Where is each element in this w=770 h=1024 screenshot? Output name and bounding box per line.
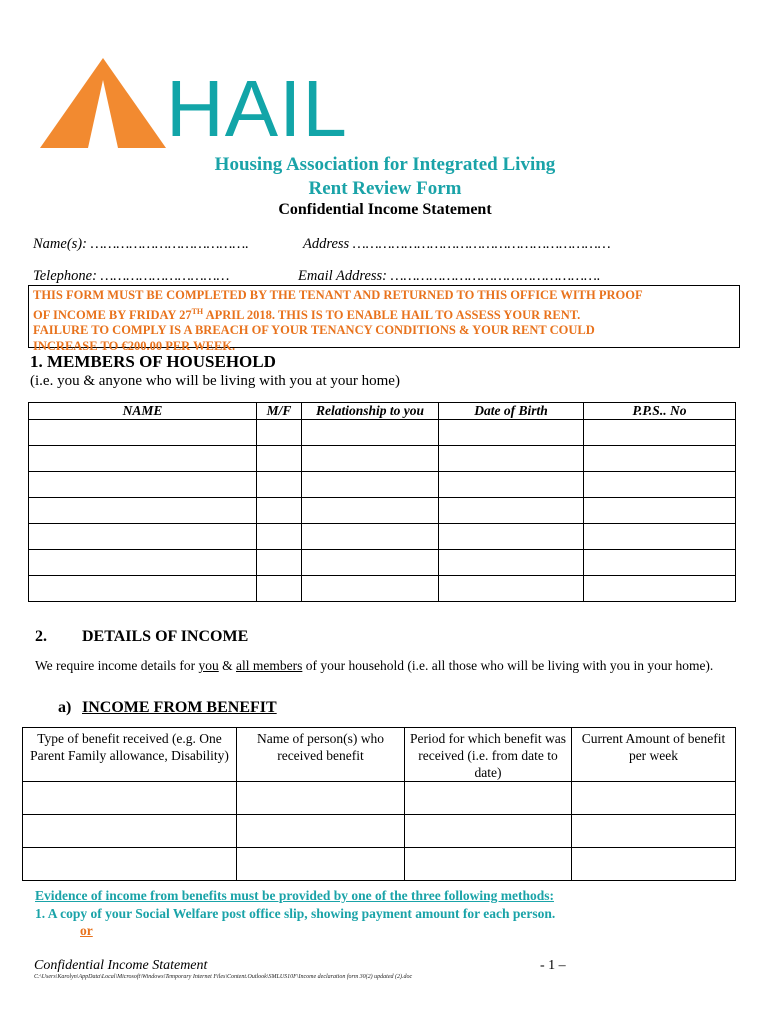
table-row[interactable] [23,848,736,881]
household-header-row [29,403,736,420]
evidence-heading: Evidence of income from benefits must be provided by one of the three following methods: [35,888,554,903]
warning-line-3: FAILURE TO COMPLY IS A BREACH OF YOUR TENANCY CONDITIONS & YOUR RENT COULD [33,323,595,338]
col-person-name: Name of person(s) who received benefit [237,728,405,782]
household-table [28,402,736,602]
table-row[interactable] [29,472,736,498]
benefit-header-row [23,728,736,782]
warning-line-2a: OF INCOME BY FRIDAY 27 [33,307,192,322]
file-path: C:\Users\Karolyn\AppData\Local\Microsoft\Windows\Temporary Internet Files\Content.Outlook\SMLUS10F\Income declaration form 30(2) updated (2).doc [34,974,413,980]
col-mf: M/F [257,403,302,420]
warning-box [28,285,740,353]
table-row[interactable] [23,815,736,848]
address-field[interactable]: Address …………………………………………………… [303,236,611,252]
para-all-members: all members [236,658,303,673]
warning-sup: TH [191,306,204,316]
section2a-title: INCOME FROM BENEFIT [82,699,277,716]
section2-title: DETAILS OF INCOME [82,628,249,645]
section1-title: 1. MEMBERS OF HOUSEHOLD [30,352,276,371]
col-dob: Date of Birth [439,403,584,420]
section1-subtitle: (i.e. you & anyone who will be living with you at your home) [30,373,400,389]
section2-number: 2. [35,628,47,645]
col-benefit-type: Type of benefit received (e.g. One Parent Family allowance, Disability) [23,728,237,782]
benefit-table [22,727,736,881]
evidence-or: or [80,923,93,938]
table-row[interactable] [29,420,736,446]
para-you: you [198,658,219,673]
section2-paragraph [35,657,715,674]
footer-title: Confidential Income Statement [34,958,208,973]
page-number: - 1 – [540,958,566,973]
col-period: Period for which benefit was received (i.e. from date to date) [405,728,572,782]
table-row[interactable] [29,576,736,602]
para-part-b: & [218,658,236,673]
table-row[interactable] [23,782,736,815]
org-name: Housing Association for Integrated Living [214,154,556,175]
evidence-method-1: 1. A copy of your Social Welfare post office slip, showing payment amount for each person. [35,906,556,921]
para-part-a: We require income details for [35,658,199,673]
para-part-c: of your household (i.e. all those who will be living with you in your home). [302,658,714,673]
warning-line-1: THIS FORM MUST BE COMPLETED BY THE TENANT AND RETURNED TO THIS OFFICE WITH PROOF [33,288,643,302]
logo-wordmark: HAIL [166,64,348,153]
form-title: Rent Review Form [308,178,462,199]
table-row[interactable] [29,446,736,472]
col-relationship: Relationship to you [302,403,439,420]
warning-line-2b: APRIL 2018. THIS IS TO ENABLE HAIL TO ASSESS YOUR RENT. [203,307,581,322]
form-subtitle: Confidential Income Statement [278,201,492,218]
col-pps: P.P.S.. No [584,403,736,420]
table-row[interactable] [29,524,736,550]
table-row[interactable] [29,550,736,576]
names-field[interactable]: Name(s): ………………………………. [33,236,249,252]
warning-line-2 [33,304,735,324]
telephone-field[interactable]: Telephone: ………………………… [33,268,230,284]
email-field[interactable]: Email Address: …………………………………………. [298,268,601,284]
section2a-letter: a) [58,699,72,716]
col-amount: Current Amount of benefit per week [572,728,736,782]
table-row[interactable] [29,498,736,524]
warning-line-4: INCREASE TO €200.00 PER WEEK. [33,338,236,353]
col-name: NAME [29,403,257,420]
